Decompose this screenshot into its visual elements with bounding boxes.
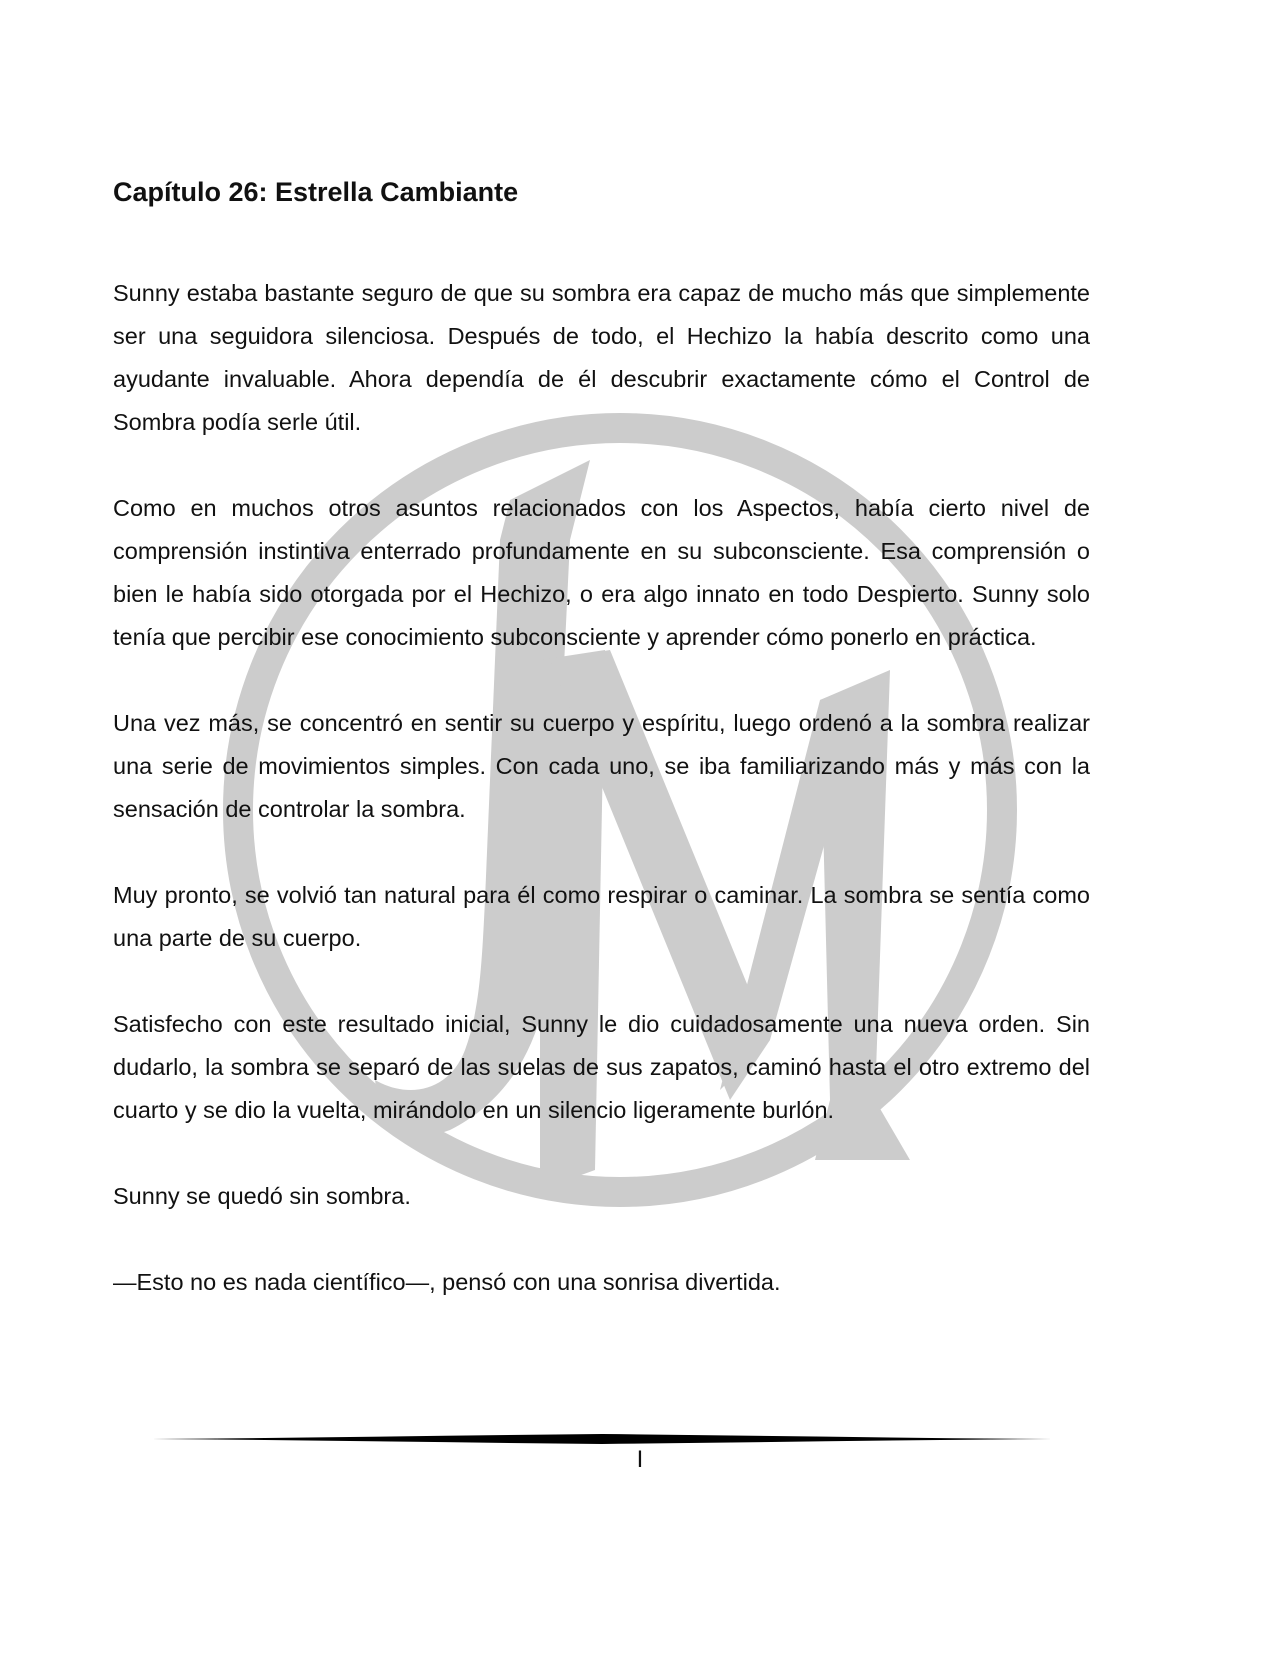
paragraph: Sunny estaba bastante seguro de que su sombra era capaz de mucho más que simplemente ser una seguidora silenciosa. Después de todo, el Hechizo la había descrito como una ayudante invaluable. Ahora dependía de él descubrir exactamente cómo el Control de Sombra podía serle útil. <box>113 280 1090 436</box>
chapter-title: Capítulo 26: Estrella Cambiante <box>113 177 519 207</box>
page-content <box>113 150 1090 1347</box>
paragraph: Muy pronto, se volvió tan natural para él como respirar o caminar. La sombra se sentía como una parte de su cuerpo. <box>113 882 1090 952</box>
page-number: I <box>636 1446 644 1473</box>
footer-divider <box>152 1432 1052 1446</box>
paragraph: —Esto no es nada científico—, pensó con una sonrisa divertida. <box>113 1269 781 1296</box>
paragraph: Una vez más, se concentró en sentir su cuerpo y espíritu, luego ordenó a la sombra realizar una serie de movimientos simples. Con cada uno, se iba familiarizando más y más con la sensación de controlar la sombra. <box>113 710 1090 823</box>
paragraph: Como en muchos otros asuntos relacionados con los Aspectos, había cierto nivel de comprensión instintiva enterrado profundamente en su subconsciente. Esa comprensión o bien le había sido otorgada por el Hechizo, o era algo innato en todo Despierto. Sunny solo tenía que percibir ese conocimiento subconsciente y aprender cómo ponerlo en práctica. <box>113 495 1090 651</box>
paragraph: Sunny se quedó sin sombra. <box>113 1183 411 1210</box>
paragraph: Satisfecho con este resultado inicial, Sunny le dio cuidadosamente una nueva orden. Sin dudarlo, la sombra se separó de las suelas de sus zapatos, caminó hasta el otro extremo del cuarto y se dio la vuelta, mirándolo en un silencio ligeramente burlón. <box>113 1011 1090 1124</box>
chapter-body <box>113 272 1090 1304</box>
